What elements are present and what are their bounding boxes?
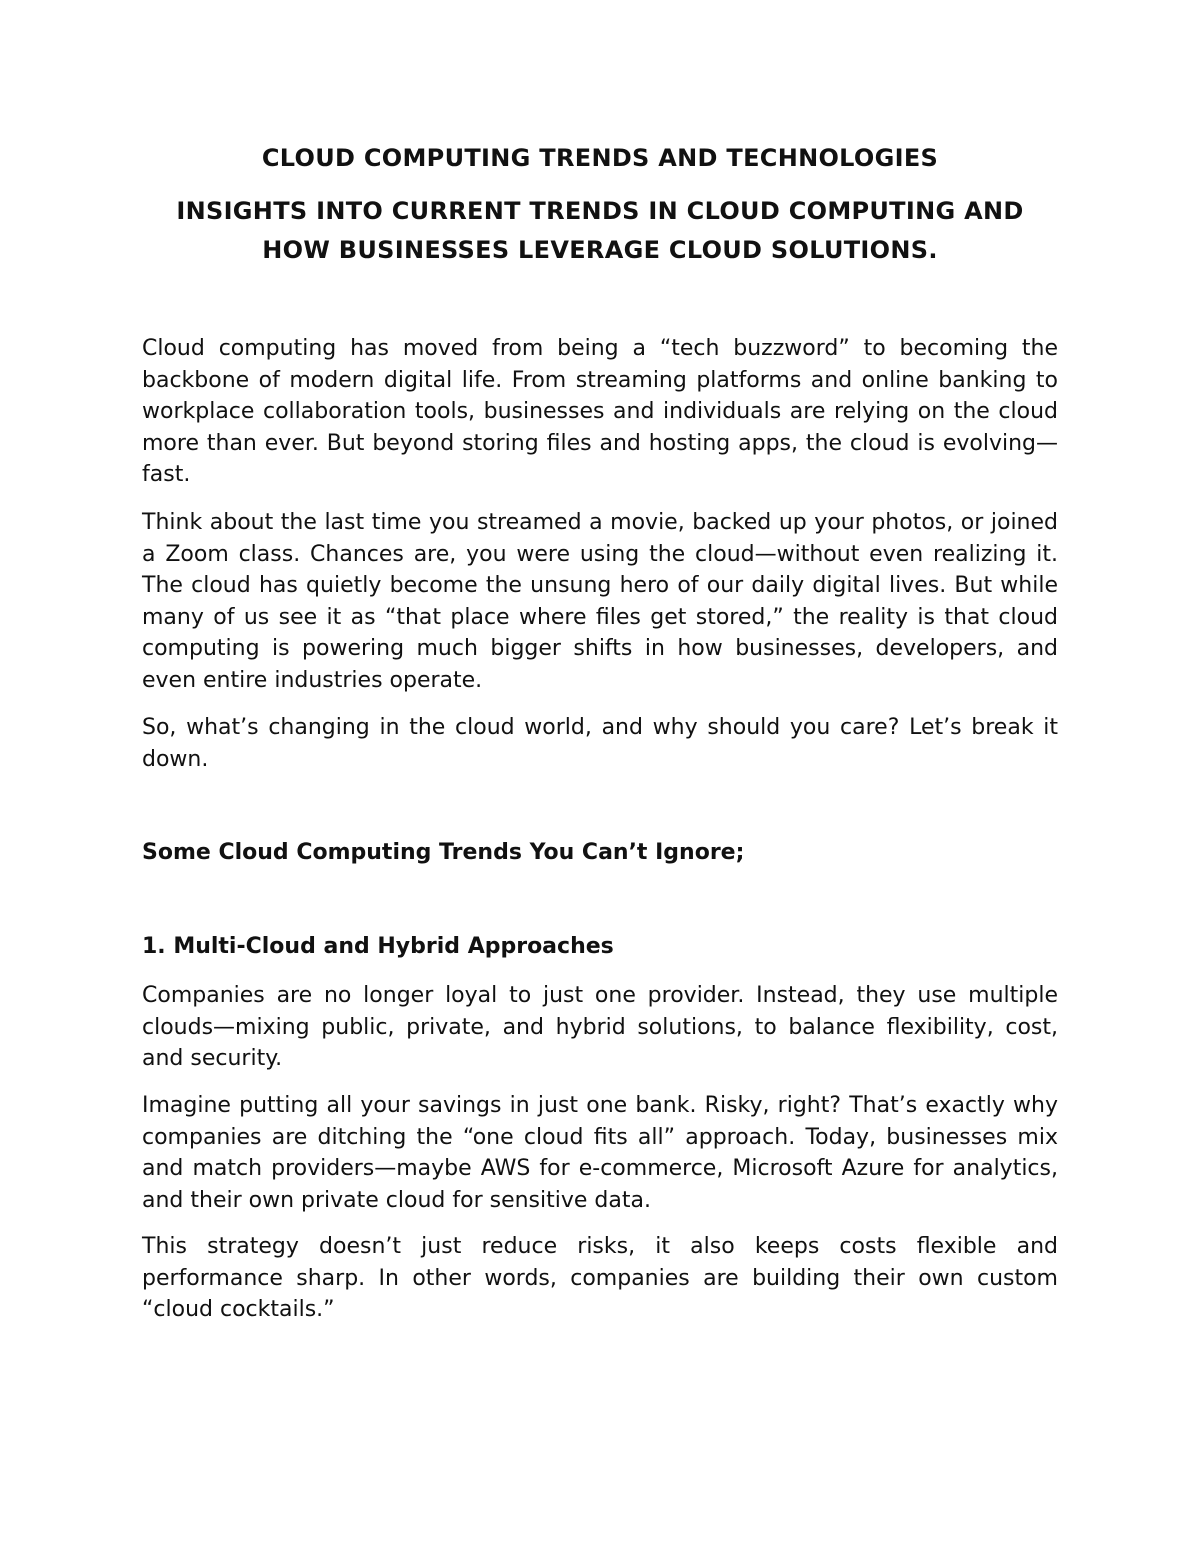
- document-subtitle: INSIGHTS INTO CURRENT TRENDS IN CLOUD COMPUTING AND HOW BUSINESSES LEVERAGE CLOUD SOLUTIONS.: [176, 197, 1024, 264]
- trend-1-heading: 1. Multi-Cloud and Hybrid Approaches: [142, 934, 614, 959]
- intro-paragraph-2: Think about the last time you streamed a movie, backed up your photos, or joined a Zoom class. Chances are, you were using the cloud—without even realizing it. The cloud has quietly become the unsung hero of our daily digital lives. But while many of us see it as “that place where files get stored,” the reality is that cloud computing is powering much bigger shifts in how businesses, developers, and even entire industries operate.: [142, 510, 1058, 693]
- trend-1-paragraph-1: Companies are no longer loyal to just one provider. Instead, they use multiple clouds—mixing public, private, and hybrid solutions, to balance flexibility, cost, and security.: [142, 983, 1058, 1072]
- trend-1-paragraph-3: This strategy doesn’t just reduce risks, it also keeps costs flexible and performance sharp. In other words, companies are building their own custom “cloud cocktails.”: [142, 1234, 1058, 1323]
- intro-paragraph-1: Cloud computing has moved from being a “tech buzzword” to becoming the backbone of modern digital life. From streaming platforms and online banking to workplace collaboration tools, businesses and individuals are relying on the cloud more than ever. But beyond storing files and hosting apps, the cloud is evolving—fast.: [142, 336, 1058, 488]
- trend-1-paragraph-2: Imagine putting all your savings in just one bank. Risky, right? That’s exactly why companies are ditching the “one cloud fits all” approach. Today, businesses mix and match providers—maybe AWS for e-commerce, Microsoft Azure for analytics, and their own private cloud for sensitive data.: [142, 1093, 1058, 1213]
- document-title: CLOUD COMPUTING TRENDS AND TECHNOLOGIES: [261, 144, 939, 172]
- section-heading-trends: Some Cloud Computing Trends You Can’t Ignore;: [142, 840, 745, 865]
- intro-paragraph-3: So, what’s changing in the cloud world, and why should you care? Let’s break it down.: [142, 715, 1058, 772]
